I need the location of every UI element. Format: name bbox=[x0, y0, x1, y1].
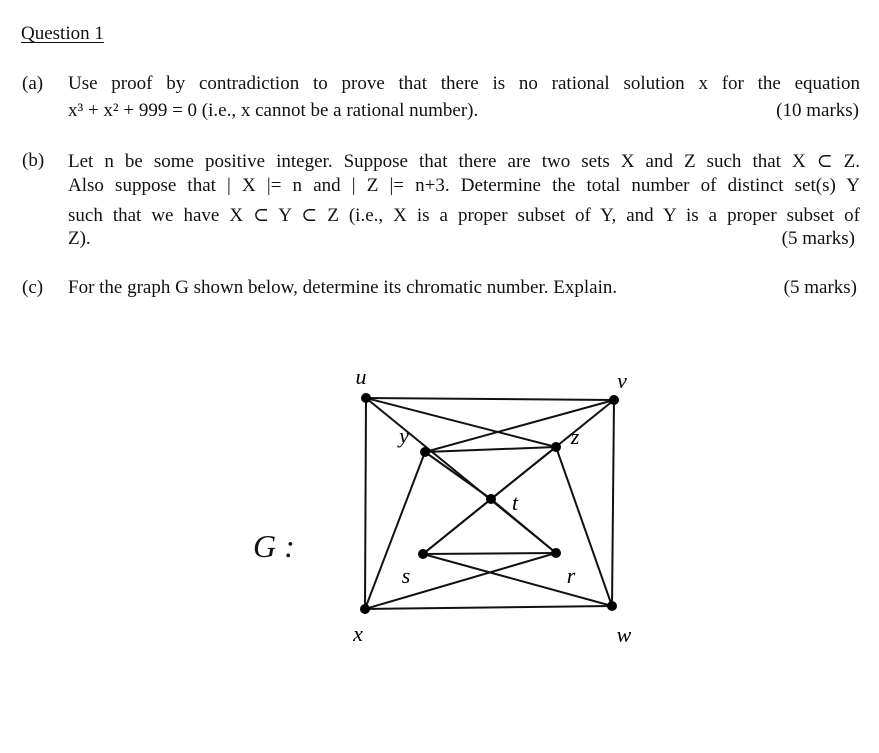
vertex-y bbox=[420, 447, 430, 457]
edge-w-z bbox=[556, 447, 612, 606]
edge-u-v bbox=[366, 398, 614, 400]
edge-y-t bbox=[425, 452, 491, 499]
vertex-z bbox=[551, 442, 561, 452]
part-c-marks: (5 marks) bbox=[783, 277, 857, 298]
vertex-u bbox=[361, 393, 371, 403]
vertex-label-z: z bbox=[570, 424, 580, 449]
vertex-x bbox=[360, 604, 370, 614]
part-c-label: (c) bbox=[22, 277, 44, 298]
edge-w-x bbox=[365, 606, 612, 609]
part-b-label: (b) bbox=[22, 150, 45, 171]
vertex-s bbox=[418, 549, 428, 559]
part-a-marks: (10 marks) bbox=[776, 100, 859, 121]
vertex-t bbox=[486, 494, 496, 504]
part-b-line-3: such that we have X ⊂ Y ⊂ Z (i.e., X is a proper subset of Y, and Y is a proper subset of bbox=[68, 205, 860, 226]
edge-z-t bbox=[491, 447, 556, 499]
edge-x-r bbox=[365, 553, 556, 609]
edge-v-w bbox=[612, 400, 614, 606]
edge-v-y bbox=[425, 400, 614, 452]
vertex-label-s: s bbox=[401, 563, 411, 588]
part-b-line-2: Also suppose that | X |= n and | Z |= n+3. Determine the total number of distinct set(s) Y bbox=[68, 175, 860, 196]
edge-t-s bbox=[423, 499, 491, 554]
edge-x-y bbox=[365, 452, 425, 609]
vertex-label-x: x bbox=[353, 621, 363, 646]
part-b-marks: (5 marks) bbox=[781, 228, 855, 249]
part-b-line-1: Let n be some positive integer. Suppose that there are two sets X and Z such that X ⊂ Z. bbox=[68, 151, 860, 172]
part-a-line-1: Use proof by contradiction to prove that there is no rational solution x for the equation bbox=[68, 73, 860, 94]
question-title: Question 1 bbox=[21, 23, 104, 44]
edge-x-u bbox=[365, 398, 366, 609]
vertex-label-r: r bbox=[566, 563, 576, 588]
part-a-line-2: x³ + x² + 999 = 0 (i.e., x cannot be a rational number). bbox=[68, 100, 479, 121]
vertex-v bbox=[609, 395, 619, 405]
vertex-label-u: u bbox=[355, 364, 367, 389]
edge-w-s bbox=[423, 554, 612, 606]
part-a-label: (a) bbox=[22, 73, 44, 94]
vertex-label-t: t bbox=[511, 490, 519, 515]
vertex-label-w: w bbox=[616, 622, 632, 647]
vertex-r bbox=[551, 548, 561, 558]
edge-t-r bbox=[491, 499, 556, 553]
edge-y-z bbox=[425, 447, 556, 452]
part-c-text: For the graph G shown below, determine its chromatic number. Explain. bbox=[68, 277, 618, 298]
graph-name-label: G : bbox=[253, 528, 295, 564]
edge-s-r bbox=[423, 553, 556, 554]
vertex-w bbox=[607, 601, 617, 611]
vertex-label-v: v bbox=[617, 368, 627, 393]
part-b-line-4: Z). bbox=[68, 228, 91, 249]
vertex-label-y: y bbox=[399, 423, 409, 448]
